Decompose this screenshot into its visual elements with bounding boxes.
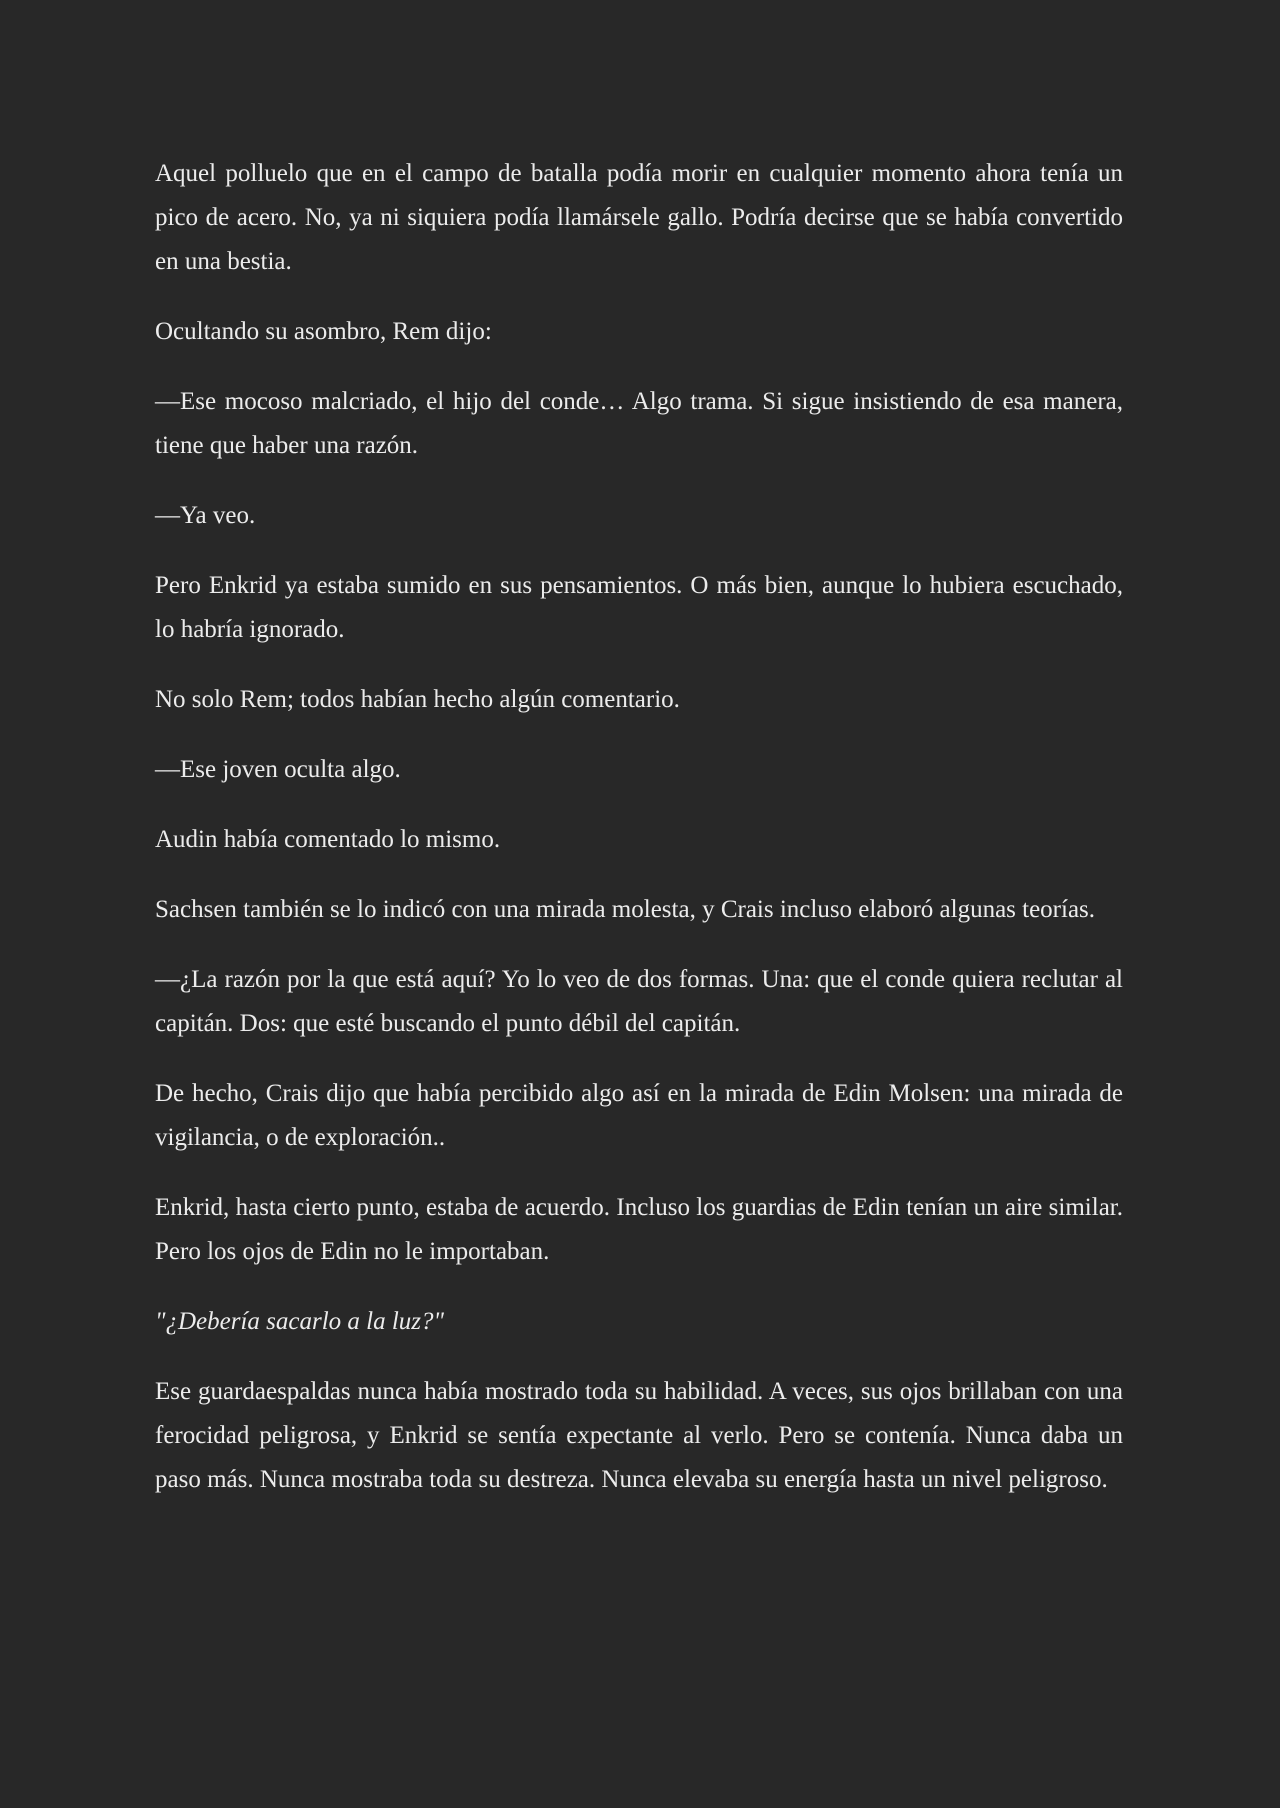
reading-page [155, 152, 1123, 1528]
paragraph-8: Audin había comentado lo mismo. [155, 826, 501, 853]
paragraph-1: Aquel polluelo que en el campo de batalla podía morir en cualquier momento ahora tenía un pico de acero. No, ya ni siquiera podía llamársele gallo. Podría decirse que se había convertido en una bestia. [155, 160, 1123, 275]
paragraph-11: De hecho, Crais dijo que había percibido algo así en la mirada de Edin Molsen: una mirada de vigilancia, o de exploración.. [155, 1080, 1123, 1151]
paragraph-5: Pero Enkrid ya estaba sumido en sus pensamientos. O más bien, aunque lo hubiera escuchado, lo habría ignorado. [155, 572, 1123, 643]
paragraph-14: Ese guardaespaldas nunca había mostrado toda su habilidad. A veces, sus ojos brillaban con una ferocidad peligrosa, y Enkrid se sentía expectante al verlo. Pero se contenía. Nunca daba un paso más. Nunca mostraba toda su destreza. Nunca elevaba su energía hasta un nivel peligroso. [155, 1378, 1123, 1493]
paragraph-3: —Ese mocoso malcriado, el hijo del conde… Algo trama. Si sigue insistiendo de esa manera, tiene que haber una razón. [155, 388, 1123, 459]
paragraph-7: —Ese joven oculta algo. [155, 756, 401, 783]
paragraph-10: —¿La razón por la que está aquí? Yo lo veo de dos formas. Una: que el conde quiera reclutar al capitán. Dos: que esté buscando el punto débil del capitán. [155, 966, 1123, 1037]
paragraph-13-thought: "¿Debería sacarlo a la luz?" [155, 1308, 445, 1335]
paragraph-4: —Ya veo. [155, 502, 256, 529]
paragraph-12: Enkrid, hasta cierto punto, estaba de acuerdo. Incluso los guardias de Edin tenían un aire similar. Pero los ojos de Edin no le importaban. [155, 1194, 1123, 1265]
paragraph-9: Sachsen también se lo indicó con una mirada molesta, y Crais incluso elaboró algunas teorías. [155, 896, 1096, 923]
paragraph-2: Ocultando su asombro, Rem dijo: [155, 318, 492, 345]
paragraph-6: No solo Rem; todos habían hecho algún comentario. [155, 686, 680, 713]
